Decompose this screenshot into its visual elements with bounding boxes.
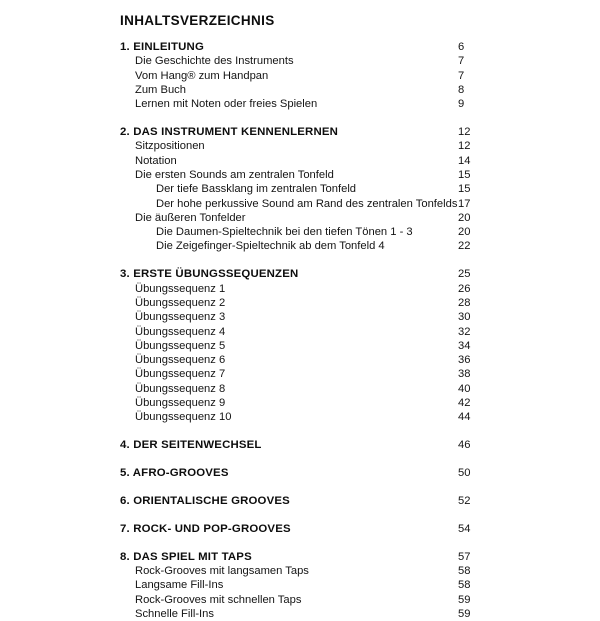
toc-entry-label: Die Zeigefinger-Spieltechnik ab dem Tonfeld 4: [156, 240, 385, 253]
toc-entry-row[interactable]: [120, 54, 520, 68]
toc-entry-page-number: 9: [458, 98, 465, 111]
toc-entry-page-number: 22: [458, 240, 471, 253]
toc-entry-label: Die äußeren Tonfelder: [135, 211, 246, 224]
toc-entry-page-number: 59: [458, 593, 471, 606]
toc-entry-page-number: 46: [458, 439, 471, 452]
toc-entry-label: Übungssequenz 9: [135, 397, 226, 410]
toc-entry-row[interactable]: [120, 168, 520, 182]
toc-entry-page-number: 20: [458, 226, 471, 239]
toc-entry-row[interactable]: [120, 353, 520, 367]
toc-entry-label: Übungssequenz 1: [135, 282, 226, 295]
toc-entry-label: 4. DER SEITENWECHSEL: [120, 439, 262, 452]
toc-entry-page-number: 7: [458, 55, 465, 68]
toc-entry-label: Die Geschichte des Instruments: [135, 55, 294, 68]
toc-list: [120, 40, 520, 621]
toc-entry-page-number: 44: [458, 411, 471, 424]
toc-chapter-row[interactable]: [120, 125, 520, 139]
toc-entry-page-number: 6: [458, 41, 465, 53]
toc-chapter-row[interactable]: [120, 494, 520, 508]
toc-entry-label: Übungssequenz 4: [135, 325, 226, 338]
toc-entry-label: Die ersten Sounds am zentralen Tonfeld: [135, 168, 334, 181]
toc-entry-page-number: 38: [458, 368, 471, 381]
toc-entry-page-number: 25: [458, 268, 471, 281]
toc-entry-label: 5. AFRO-GROOVES: [120, 467, 229, 480]
toc-entry-label: Übungssequenz 7: [135, 368, 226, 381]
toc-entry-page-number: 20: [458, 211, 471, 224]
toc-entry-page-number: 52: [458, 494, 471, 507]
toc-entry-row[interactable]: [120, 197, 520, 211]
toc-entry-page-number: 15: [458, 183, 471, 196]
toc-entry-label: Der hohe perkussive Sound am Rand des zentralen Tonfelds: [156, 197, 458, 210]
toc-entry-page-number: 12: [458, 140, 471, 153]
toc-entry-page-number: 58: [458, 565, 471, 578]
toc-chapter-row[interactable]: [120, 466, 520, 480]
toc-entry-page-number: 40: [458, 382, 471, 395]
toc-entry-row[interactable]: [120, 310, 520, 324]
toc-entry-page-number: 17: [458, 197, 471, 210]
toc-entry-row[interactable]: [120, 69, 520, 83]
page-title: INHALTSVERZEICHNIS: [120, 13, 275, 28]
toc-entry-label: Notation: [135, 154, 177, 167]
toc-entry-label: Übungssequenz 2: [135, 296, 226, 309]
toc-chapter-row[interactable]: [120, 40, 520, 54]
toc-entry-page-number: 14: [458, 154, 471, 167]
toc-entry-label: Zum Buch: [135, 83, 186, 96]
toc-entry-label: 6. ORIENTALISCHE GROOVES: [120, 494, 290, 507]
toc-entry-page-number: 7: [458, 69, 465, 82]
toc-entry-label: 3. ERSTE ÜBUNGSSEQUENZEN: [120, 268, 299, 281]
toc-entry-row[interactable]: [120, 139, 520, 153]
toc-entry-label: 2. DAS INSTRUMENT KENNENLERNEN: [120, 126, 339, 139]
toc-entry-label: Langsame Fill-Ins: [135, 579, 224, 592]
toc-entry-label: 7. ROCK- UND POP-GROOVES: [120, 522, 291, 535]
toc-entry-row[interactable]: [120, 382, 520, 396]
toc-entry-page-number: 15: [458, 168, 471, 181]
toc-entry-row[interactable]: [120, 211, 520, 225]
toc-chapter-row[interactable]: [120, 438, 520, 452]
toc-entry-label: Schnelle Fill-Ins: [135, 607, 214, 620]
toc-entry-label: Lernen mit Noten oder freies Spielen: [135, 98, 318, 111]
toc-entry-row[interactable]: [120, 339, 520, 353]
toc-entry-page-number: 36: [458, 354, 471, 367]
toc-entry-row[interactable]: [120, 410, 520, 424]
toc-entry-page-number: 34: [458, 339, 471, 352]
toc-chapter-row[interactable]: [120, 522, 520, 536]
toc-entry-label: Der tiefe Bassklang im zentralen Tonfeld: [156, 183, 357, 196]
toc-entry-page-number: 30: [458, 311, 471, 324]
toc-entry-row[interactable]: [120, 367, 520, 381]
toc-entry-label: 1. EINLEITUNG: [120, 41, 204, 53]
toc-entry-page-number: 54: [458, 522, 471, 535]
toc-entry-page-number: 58: [458, 579, 471, 592]
toc-entry-row[interactable]: [120, 296, 520, 310]
toc-entry-label: Übungssequenz 3: [135, 311, 226, 324]
toc-entry-page-number: 59: [458, 607, 471, 620]
toc-entry-label: Rock-Grooves mit schnellen Taps: [135, 593, 302, 606]
toc-entry-row[interactable]: [120, 282, 520, 296]
toc-entry-row[interactable]: [120, 182, 520, 196]
toc-entry-page-number: 42: [458, 397, 471, 410]
toc-entry-row[interactable]: [120, 239, 520, 253]
toc-entry-row[interactable]: [120, 154, 520, 168]
toc-entry-label: Übungssequenz 10: [135, 411, 232, 424]
toc-entry-page-number: 50: [458, 467, 471, 480]
toc-entry-row[interactable]: [120, 83, 520, 97]
toc-entry-label: Übungssequenz 8: [135, 382, 226, 395]
toc-entry-label: Übungssequenz 6: [135, 354, 226, 367]
toc-entry-label: Vom Hang® zum Handpan: [135, 69, 269, 82]
toc-entry-row[interactable]: [120, 225, 520, 239]
toc-entry-label: Die Daumen-Spieltechnik bei den tiefen Tönen 1 - 3: [156, 226, 413, 239]
toc-entry-label: Rock-Grooves mit langsamen Taps: [135, 565, 309, 578]
toc-entry-label: Sitzpositionen: [135, 140, 205, 153]
toc-entry-page-number: 12: [458, 126, 471, 139]
toc-entry-row[interactable]: [120, 97, 520, 111]
toc-entry-row[interactable]: [120, 578, 520, 592]
toc-entry-row[interactable]: [120, 325, 520, 339]
toc-entry-label: 8. DAS SPIEL MIT TAPS: [120, 550, 252, 563]
toc-entry-row[interactable]: [120, 564, 520, 578]
toc-entry-page-number: 8: [458, 83, 465, 96]
toc-chapter-row[interactable]: [120, 550, 520, 564]
toc-entry-page-number: 28: [458, 296, 471, 309]
toc-entry-page-number: 26: [458, 282, 471, 295]
toc-entry-row[interactable]: [120, 607, 520, 621]
toc-chapter-row[interactable]: [120, 267, 520, 281]
toc-entry-row[interactable]: [120, 396, 520, 410]
toc-entry-page-number: 57: [458, 550, 471, 563]
toc-entry-page-number: 32: [458, 325, 471, 338]
toc-entry-label: Übungssequenz 5: [135, 339, 226, 352]
